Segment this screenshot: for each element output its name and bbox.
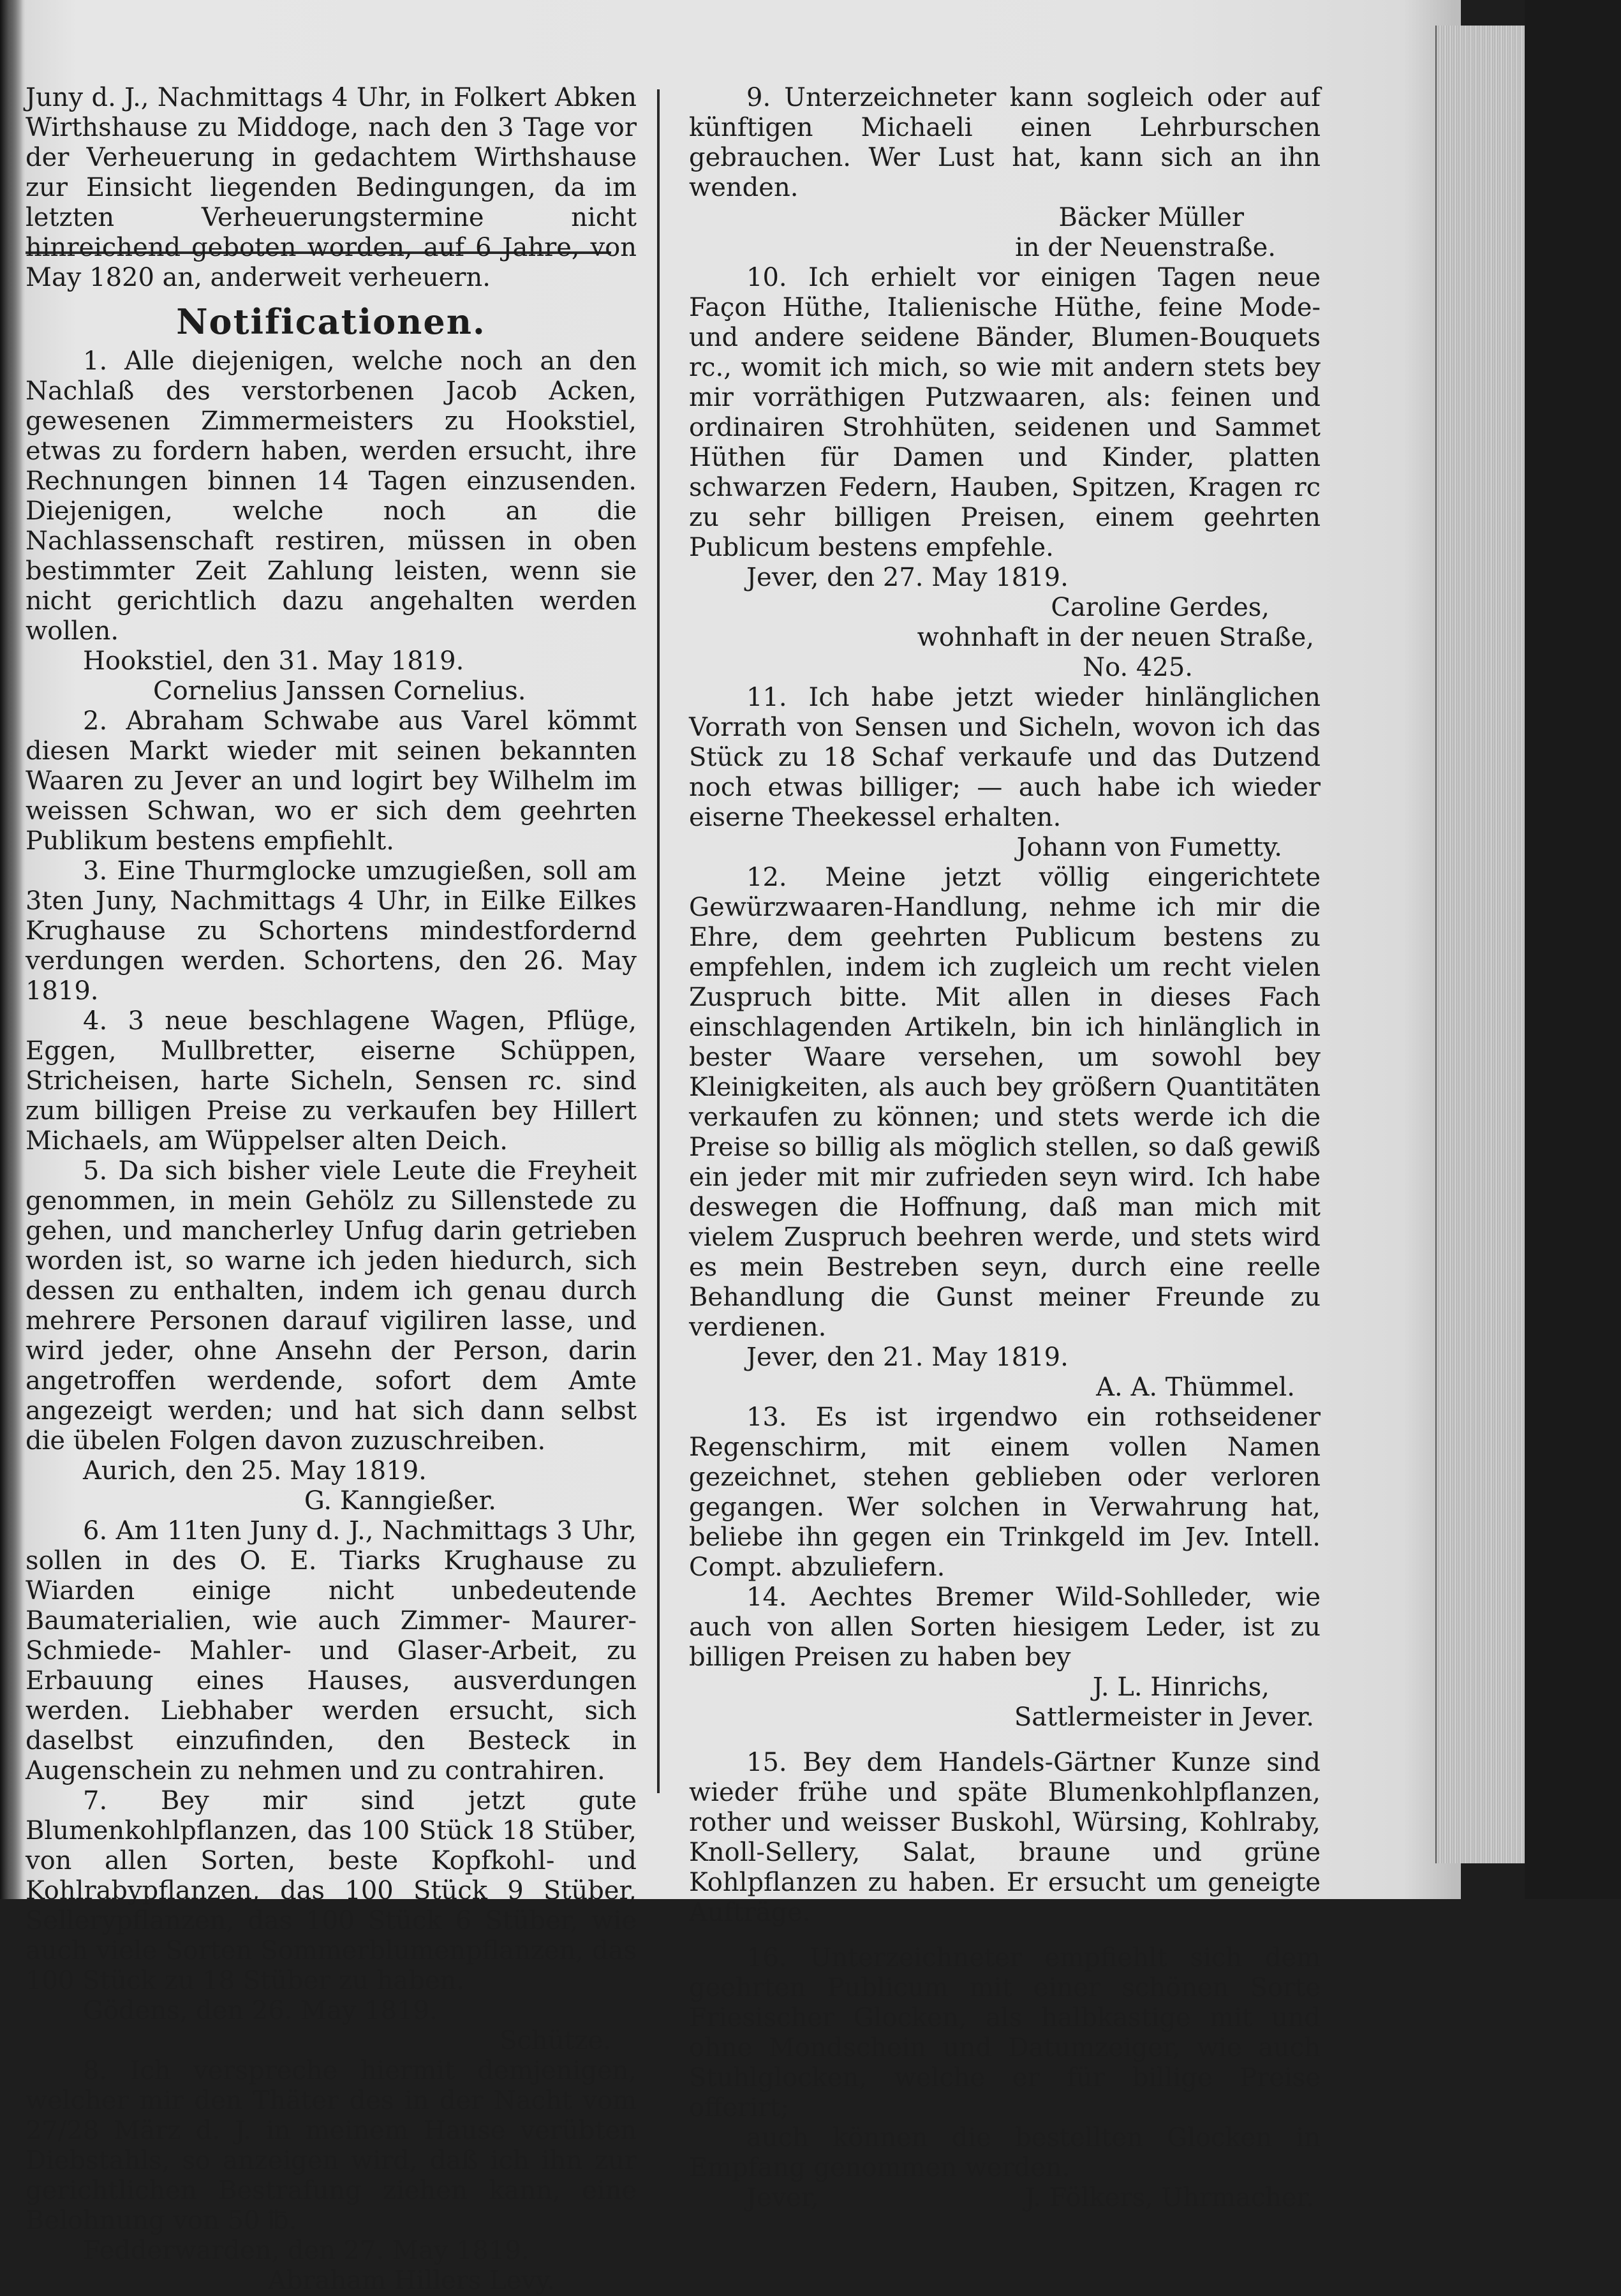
notice-2: 2. Abraham Schwabe aus Varel kömmt diesen Markt wieder mit seinen bekannten Waaren zu Jever an und logirt bey Wilhelm im weissen Schwan, wo er sich dem geehrten Publikum bestens empfiehlt. (26, 706, 637, 856)
notice-13: 13. Es ist irgendwo ein rothseidener Regenschirm, mit einem vollen Namen gezeichnet, stehen geblieben oder verloren gegangen. Wer solchen in Verwahrung hat, beliebe ihn gegen ein Trinkgeld im Jev. Intell. Compt. abzuliefern. (689, 1403, 1321, 1582)
spacer (689, 1733, 1321, 1748)
notice-14-title: Sattlermeister in Jever. (1014, 1703, 1314, 1732)
background (1525, 0, 1621, 1899)
notice-12: 12. Meine jetzt völlig eingerichtete Gewürzwaaren-Handlung, nehme ich mir die Ehre, dem geehrten Publicum bestens zu empfehlen, indem ich zugleich um recht vielen Zuspruch bitte. Mit allen in dieses Fach einschlagenden Artikeln, bin ich hinlänglich in bester Waare versehen, um sowohl bey Kleinigkeiten, als auch bey größern Quantitäten verkaufen zu können; und stets werde ich die Preise so billig als möglich stellen, so daß gewiß ein jeder mit mir zufrieden seyn wird. Ich habe deswegen die Hoffnung, daß man mich mit vielem Zuspruch beehren werde, und stets wird es mein Bestreben seyn, durch eine reelle Behandlung die Gunst meiner Freunde zu verdienen. (689, 863, 1321, 1342)
notice-14: 14. Aechtes Bremer Wild-Sohlleder, wie auch von allen Sorten hiesigem Leder, ist zu billigen Preisen zu haben bey (689, 1583, 1321, 1672)
book-page-edges (1435, 26, 1526, 1863)
notice-4: 4. 3 neue beschlagene Wagen, Pflüge, Eggen, Mullbretter, eiserne Schüppen, Stricheisen, harte Sicheln, Sensen rc. sind zum billigen Preise zu verkaufen bey Hillert Michaels, am Wüppelser alten Deich. (26, 1006, 637, 1156)
right-column (689, 83, 1321, 2213)
notice-10-address: wohnhaft in der neuen Straße, (917, 623, 1314, 652)
notice-9-signature: Bäcker Müller (1058, 203, 1244, 232)
section-title: Notificationen. (176, 301, 486, 342)
notice-12-signature: A. A. Thümmel. (1096, 1373, 1295, 1402)
notice-7-signature: Schütze. (500, 2026, 611, 2055)
notice-8-signature: Abraham Hillers Levy. (268, 2266, 555, 2295)
notice-5-signature: G. Kanngießer. (304, 1486, 496, 1516)
notice-6: 6. Am 11ten Juny d. J., Nachmittags 3 Uhr, sollen in des O. E. Tiarks Krughause zu Wiarden einige nicht unbedeutende Baumaterialien, wie auch Zimmer- Maurer- Schmiede- Mahler- und Glaser-Arbeit, zu Erbauung eines Hauses, ausverdungen werden. Liebhaber werden ersucht, sich daselbst einzufinden, den Besteck in Augenschein zu nehmen und zu contrahiren. (26, 1516, 637, 1785)
spacer (689, 1928, 1321, 1943)
notice-7: 7. Bey mir sind jetzt gute Blumenkohlpflanzen, das 100 Stück 18 Stüber, von allen Sorten, beste Kopfkohl- und Kohlrabypflanzen, das 100 Stück 9 Stüber, Sellerypflanzen, das 100 Stück 6 Stüber, wie auch viele Sorten Sommerblumenpflanzen, das 100 Stück zu 18 Stüber zu haben. (26, 1786, 637, 1995)
notice-10-dateline: Jever, den 27. May 1819. (746, 563, 1069, 592)
notice-9-address: in der Neuenstraße. (1015, 233, 1276, 262)
left-column (26, 83, 637, 2296)
notice-15: 15. Bey dem Handels-Gärtner Kunze sind wieder frühe und späte Blumenkohlpflanzen, rother und weisser Buskohl, Würsing, Kohlraby, Knoll-Sellery, Salat, braune und grüne Kohlpflanzen zu haben. Er ersucht um geneigte Aufträge. (689, 1748, 1321, 1927)
notice-9: 9. Unterzeichneter kann sogleich oder auf künftigen Michaeli einen Lehrburschen gebrauchen. Wer Lust hat, kann sich an ihn wenden. (689, 83, 1321, 202)
notice-1: 1. Alle diejenigen, welche noch an den Nachlaß des verstorbenen Jacob Acken, gewesenen Zimmermeisters zu Hookstiel, etwas zu fordern haben, werden ersucht, ihre Rechnungen binnen 14 Tagen einzusenden. Diejenigen, welche noch an die Nachlassenschaft restiren, müssen in oben bestimmter Zeit Zahlung leisten, wenn sie nicht gerichtlich dazu angehalten werden wollen. (26, 347, 637, 646)
notice-16-continuation: auch können die bestellten Glocken in Empfang genommen werden. (689, 2123, 1321, 2182)
column-divider (657, 89, 660, 1793)
intro-paragraph: Juny d. J., Nachmittags 4 Uhr, in Folkert Abken Wirthshause zu Middoge, nach den 3 Tage vor der Verheuerung in gedachtem Wirthshause zur Einsicht liegenden Bedingungen, da im letzten Verheuerungstermine nicht hinreichend geboten worden, auf 6 Jahre, von May 1820 an, anderweit verheuern. (26, 83, 637, 292)
notice-10-signature: Caroline Gerdes, (1051, 593, 1269, 622)
notice-16-dateline: Jever, (746, 2183, 819, 2212)
notice-8: 8. Ich verspreche hiermit demjenigen, welcher mir den Thäter des in der Nacht vom 27/28 März d. J. in meinem Hause verübten Diebstahls, so anzeigen wird, daß ich ihn zur gerichtlichen Bestrafung ziehen kann, eine Belohnung von 50 ℔. (26, 2056, 637, 2235)
notice-1-signature: Cornelius Janssen Cornelius. (153, 676, 526, 706)
notice-14-signature: J. L. Hinrichs, (1092, 1673, 1269, 1702)
notice-11: 11. Ich habe jetzt wieder hinlänglichen Vorrath von Sensen und Sicheln, wovon ich das Stück zu 18 Schaf verkaufe und das Dutzend noch etwas billiger; — auch habe ich wieder eiserne Theekessel erhalten. (689, 683, 1321, 832)
notice-12-dateline: Jever, den 21. May 1819. (746, 1343, 1069, 1372)
notice-5: 5. Da sich bisher viele Leute die Freyheit genommen, in mein Gehölz zu Sillenstede zu gehen, und mancherley Unfug darin getrieben worden ist, so warne ich jeden hiedurch, sich dessen zu enthalten, indem ich genau durch mehrere Personen darauf vigiliren lasse, und wird jeder, ohne Ansehn der Person, darin angetroffen werdende, sofort dem Amte angezeigt werden; und hat sich dann selbst die übelen Folgen davon zuzuschreiben. (26, 1156, 637, 1456)
notice-7-dateline: Gödens, den 26. May 1819. (83, 1996, 438, 2025)
notice-1-dateline: Hookstiel, den 31. May 1819. (83, 646, 464, 676)
binding-shadow (0, 0, 23, 1899)
notice-10: 10. Ich erhielt vor einigen Tagen neue Façon Hüthe, Italienische Hüthe, feine Mode- und andere seidene Bänder, Blumen-Bouquets rc., womit ich mich, so wie mit andern stets bey mir vorräthigen Putzwaaren, als: feinen und ordinairen Strohhüten, seidenen und Sammet Hüthen für Damen und Kinder, platten schwarzen Federn, Hauben, Spitzen, Kragen rc zu sehr billigen Preisen, einem geehrten Publicum bestens empfehle. (689, 263, 1321, 562)
notice-5-dateline: Aurich, den 25. May 1819. (83, 1456, 427, 1486)
notice-16-signature: J. Fölkers, Uhrmacher. (1025, 2183, 1314, 2212)
notice-3: 3. Eine Thurmglocke umzugießen, soll am 3ten Juny, Nachmittags 4 Uhr, in Eilke Eilkes Krughause zu Schortens mindestfordernd verdungen werden. Schortens, den 26. May 1819. (26, 856, 637, 1006)
notice-10-number: No. 425. (1083, 653, 1193, 682)
notice-8-dateline: Fedderwarden, den 27. May 1819. (83, 2236, 529, 2265)
notice-16: 16. Unterzeichneter empfiehlt sich dem geehrten Publicum mit einer schönen Sorte Friesischer Glocken, als halbkastige mit und ohne Mondschein und Datumzeiger, wie auch Stuhlglocken, welche er für billige Preise offerirt; (689, 1943, 1321, 2122)
notice-11-signature: Johann von Fumetty. (1016, 833, 1282, 862)
